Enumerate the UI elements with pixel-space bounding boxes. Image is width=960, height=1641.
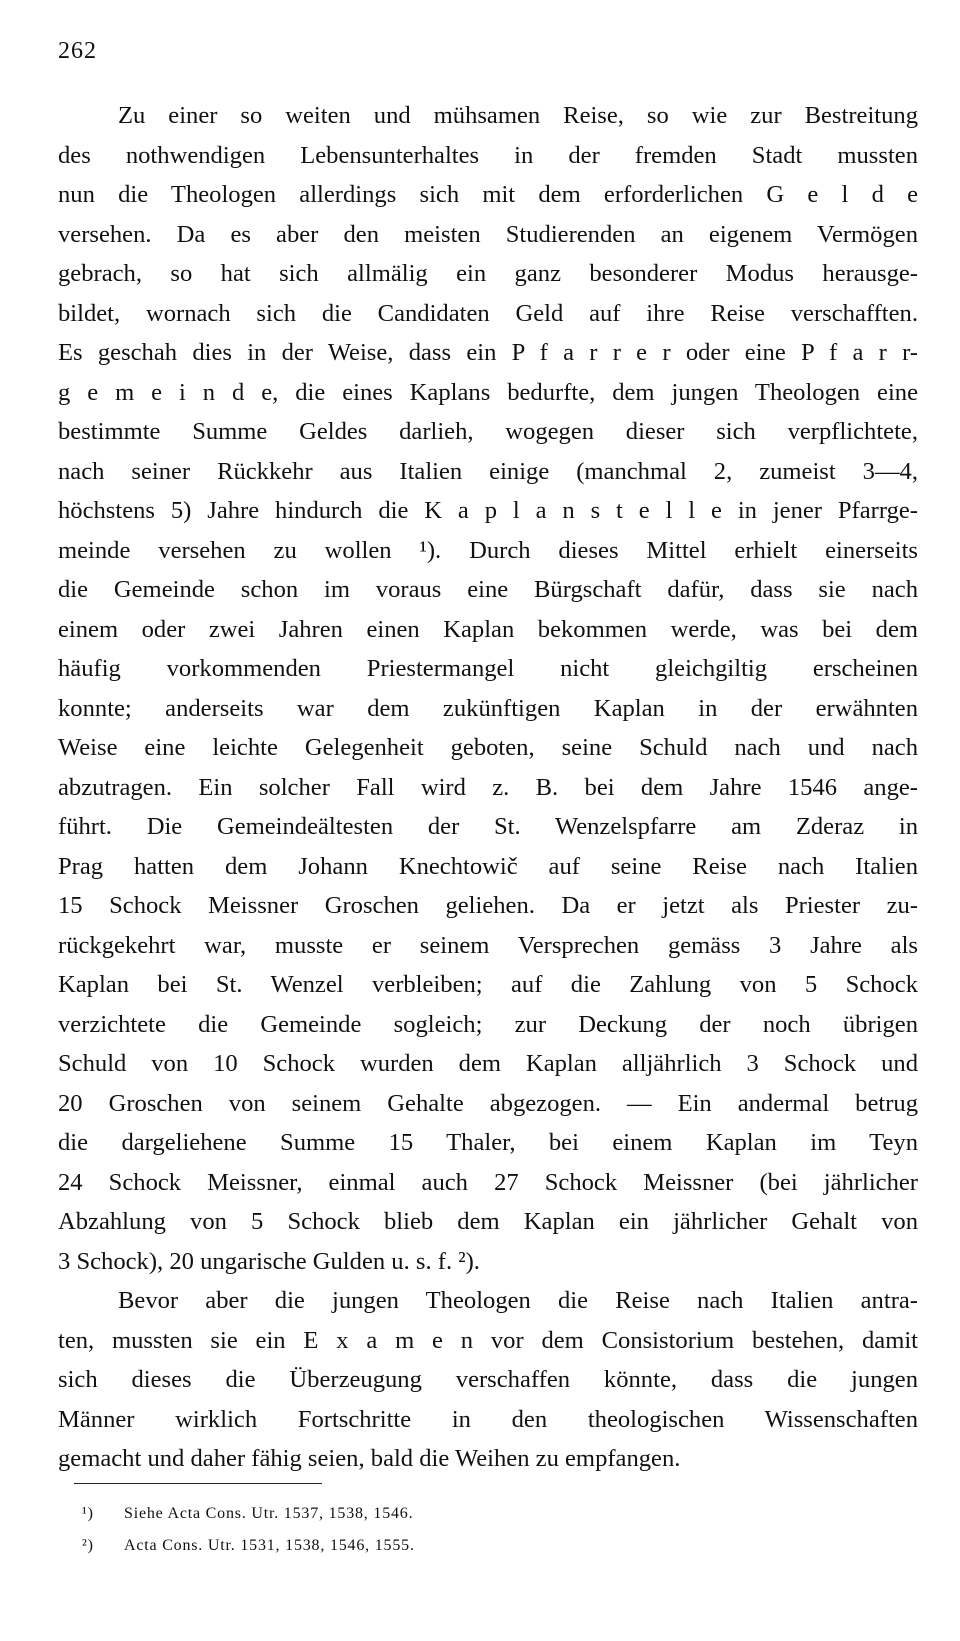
text-line: führt. Die Gemeindeältesten der St. Wenzelspfarre am Zderaz in bbox=[58, 813, 918, 840]
text-line: Schuld von 10 Schock wurden dem Kaplan alljährlich 3 Schock und bbox=[58, 1050, 918, 1077]
text-line: Zu einer so weiten und mühsamen Reise, so wie zur Bestreitung bbox=[118, 102, 918, 129]
text-line: Es geschah dies in der Weise, dass ein P f a r r e r oder eine P f a r r- bbox=[58, 339, 918, 366]
text-line: nach seiner Rückkehr aus Italien einige (manchmal 2, zumeist 3—4, bbox=[58, 457, 918, 485]
text-line: 3 Schock), 20 ungarische Gulden u. s. f. ²). bbox=[58, 1247, 480, 1275]
text-line: nun die Theologen allerdings sich mit dem erforderlichen G e l d e bbox=[58, 181, 918, 208]
text-line: Kaplan bei St. Wenzel verbleiben; auf die Zahlung von 5 Schock bbox=[58, 971, 918, 998]
text-line: Abzahlung von 5 Schock blieb dem Kaplan ein jährlicher Gehalt von bbox=[58, 1208, 918, 1235]
footnote-text: Siehe Acta Cons. Utr. 1537, 1538, 1546. bbox=[124, 1505, 414, 1522]
text-line: 20 Groschen von seinem Gehalte abgezogen. — Ein andermal betrug bbox=[58, 1089, 918, 1117]
text-line: Männer wirklich Fortschritte in den theologischen Wissenschaften bbox=[58, 1405, 918, 1433]
text-line: die dargeliehene Summe 15 Thaler, bei einem Kaplan im Teyn bbox=[58, 1129, 918, 1156]
text-line: Prag hatten dem Johann Knechtowič auf seine Reise nach Italien bbox=[58, 852, 918, 880]
paragraph-2 bbox=[58, 1281, 918, 1479]
body-text bbox=[58, 96, 918, 1479]
footnote-marker: ²) bbox=[82, 1537, 94, 1554]
text-line: Bevor aber die jungen Theologen die Reise nach Italien antra- bbox=[118, 1287, 918, 1314]
text-line: bildet, wornach sich die Candidaten Geld auf ihre Reise verschafften. bbox=[58, 299, 918, 327]
text-line: 15 Schock Meissner Groschen geliehen. Da er jetzt als Priester zu- bbox=[58, 892, 918, 919]
text-line: die Gemeinde schon im voraus eine Bürgschaft dafür, dass sie nach bbox=[58, 576, 918, 603]
text-line: verzichtete die Gemeinde sogleich; zur Deckung der noch übrigen bbox=[58, 1010, 918, 1038]
footnote-marker: ¹) bbox=[82, 1505, 94, 1522]
page-number: 262 bbox=[58, 38, 97, 64]
text-line: häufig vorkommenden Priestermangel nicht gleichgiltig erscheinen bbox=[58, 655, 918, 682]
footnote-divider bbox=[74, 1483, 322, 1484]
text-line: gemacht und daher fähig seien, bald die Weihen zu empfangen. bbox=[58, 1445, 681, 1472]
text-line: einem oder zwei Jahren einen Kaplan bekommen werde, was bei dem bbox=[58, 615, 918, 643]
footnote-1 bbox=[82, 1498, 682, 1530]
text-line: ten, mussten sie ein E x a m e n vor dem Consistorium bestehen, damit bbox=[58, 1326, 918, 1354]
paragraph-1 bbox=[58, 96, 918, 1281]
text-line: abzutragen. Ein solcher Fall wird z. B. bei dem Jahre 1546 ange- bbox=[58, 773, 918, 801]
text-line: sich dieses die Überzeugung verschaffen könnte, dass die jungen bbox=[58, 1366, 918, 1393]
text-line: gebrach, so hat sich allmälig ein ganz besonderer Modus herausge- bbox=[58, 260, 918, 287]
text-line: g e m e i n d e, die eines Kaplans bedurfte, dem jungen Theologen eine bbox=[58, 378, 918, 406]
text-line: 24 Schock Meissner, einmal auch 27 Schock Meissner (bei jährlicher bbox=[58, 1168, 918, 1196]
text-line: Weise eine leichte Gelegenheit geboten, seine Schuld nach und nach bbox=[58, 734, 918, 761]
text-line: höchstens 5) Jahre hindurch die K a p l a n s t e l l e in jener Pfarrge- bbox=[58, 497, 918, 524]
text-line: des nothwendigen Lebensunterhaltes in der fremden Stadt mussten bbox=[58, 141, 918, 169]
footnote-2 bbox=[82, 1530, 682, 1562]
text-line: bestimmte Summe Geldes darlieh, wogegen dieser sich verpflichtete, bbox=[58, 418, 918, 445]
text-line: konnte; anderseits war dem zukünftigen Kaplan in der erwähnten bbox=[58, 694, 918, 722]
text-line: rückgekehrt war, musste er seinem Versprechen gemäss 3 Jahre als bbox=[58, 931, 918, 959]
footnotes bbox=[82, 1498, 682, 1562]
text-line: meinde versehen zu wollen ¹). Durch dieses Mittel erhielt einerseits bbox=[58, 536, 918, 564]
footnote-text: Acta Cons. Utr. 1531, 1538, 1546, 1555. bbox=[124, 1537, 415, 1554]
text-line: versehen. Da es aber den meisten Studierenden an eigenem Vermögen bbox=[58, 220, 918, 248]
